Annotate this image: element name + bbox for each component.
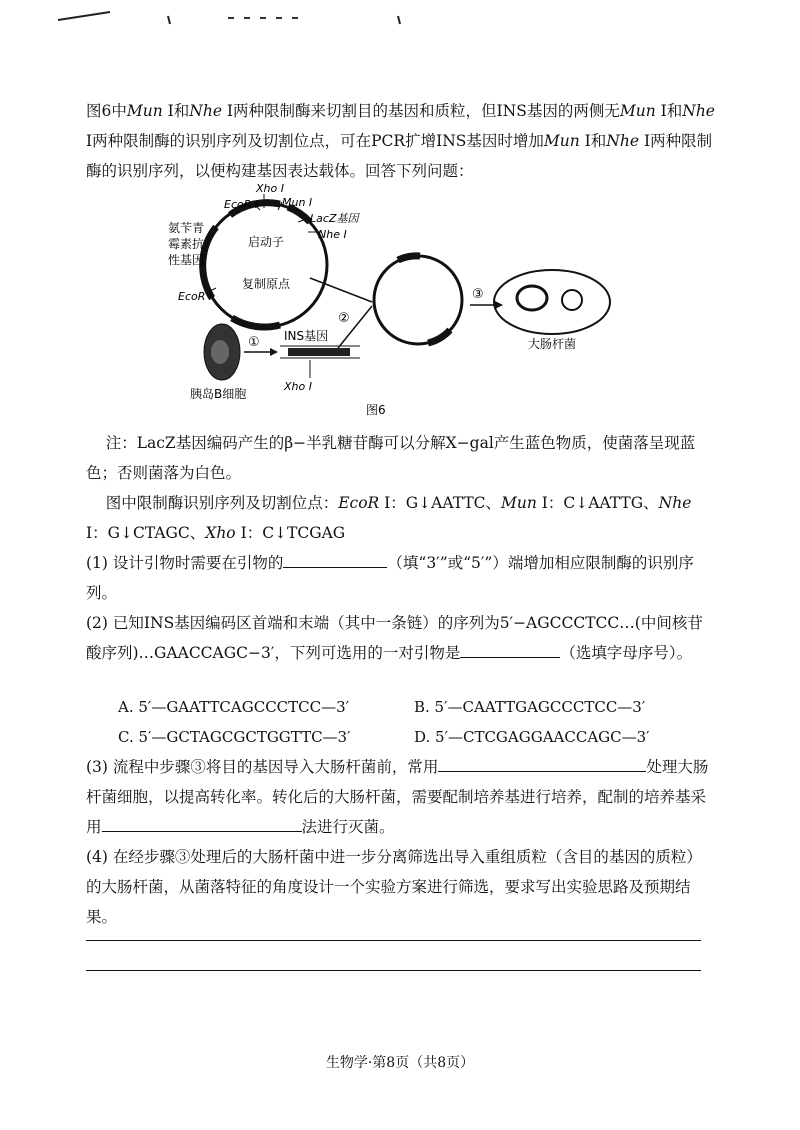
label-resistance: 氨苄青 <box>168 221 205 235</box>
intro-paragraph: 图6中Mun Ⅰ和Nhe Ⅰ两种限制酶来切割目的基因和质粒，但INS基因的两侧无Mun Ⅰ和Nhe Ⅰ两种限制酶的识别序列及切割位点，可在PCR扩增INS基因时增加Mun Ⅰ和Nhe Ⅰ两种限制酶的识别序列，以便构建基因表达载体。回答下列问题： <box>86 102 715 180</box>
label-ins: INS基因 <box>284 329 329 343</box>
page-footer: 生物学·第8页（共8页） <box>325 1055 475 1071</box>
q3-answer-blank-2[interactable] <box>102 813 302 832</box>
label-nhe: Nhe Ⅰ <box>318 228 347 241</box>
step-1-label: ① <box>248 335 260 350</box>
question-1: (1) 设计引物时需要在引物的 （填“3′”或“5′”）端增加相应限制酶的识别序列。 <box>86 548 716 608</box>
label-ecor-left: EcoR Ⅰ <box>178 290 213 303</box>
label-xho-top: Xho Ⅰ <box>256 182 284 195</box>
answer-line-2[interactable] <box>86 970 701 971</box>
label-lacz: LacZ基因 <box>310 212 359 225</box>
label-resistance-3: 性基因 <box>168 253 205 267</box>
cell-nucleus <box>211 340 229 364</box>
q3-answer-blank-1[interactable] <box>438 753 646 772</box>
lacz-segment <box>288 207 310 222</box>
question-2: (2) 已知INS基因编码区首端和末端（其中一条链）的序列为5′−AGCCCTCC…(中间核苷酸序列)…GAACCAGC−3′，下列可选用的一对引物是 （选填字母序号）。 <box>86 614 703 662</box>
answer-line-1[interactable] <box>86 940 701 941</box>
option-a: A. 5′—GAATTCAGCCCTCC—3′ <box>118 698 350 716</box>
ins-gene-block <box>288 348 350 356</box>
label-ecor-top: EcoR Ⅰ <box>224 198 259 211</box>
bacterium-plasmid <box>562 290 582 310</box>
label-bacteria: 大肠杆菌 <box>528 337 577 351</box>
bacterium-chromosome <box>517 286 547 310</box>
step-2-label: ② <box>338 311 350 326</box>
label-cell: 胰岛B细胞 <box>190 387 247 401</box>
step-3-label: ③ <box>472 287 484 302</box>
scan-artifacts <box>0 0 800 40</box>
option-d: D. 5′—CTCGAGGAACCAGC—3′ <box>414 728 650 746</box>
option-c: C. 5′—GCTAGCGCTGGTTC—3′ <box>118 728 351 746</box>
label-resistance-2: 霉素抗 <box>168 237 205 251</box>
recombinant-origin <box>428 330 450 343</box>
option-b: B. 5′—CAATTGAGCCCTCC—3′ <box>414 698 646 716</box>
q1-answer-blank[interactable] <box>283 549 387 568</box>
question-3: (3) 流程中步骤③将目的基因导入大肠杆菌前，常用 处理大肠杆菌细胞，以提高转化率。转化后的大肠杆菌，需要配制培养基进行培养，配制的培养基采用 法进行灭菌。 <box>86 752 716 842</box>
figure-6 <box>160 180 640 420</box>
bacterium <box>494 270 610 334</box>
label-xho-bottom: Xho Ⅰ <box>284 380 312 393</box>
note-paragraph: 注：LacZ基因编码产生的β−半乳糖苷酶可以分解X−gal产生蓝色物质，使菌落呈现蓝色；否则菌落为白色。 <box>86 434 696 482</box>
recombinant-insert <box>398 256 420 260</box>
question-4: (4) 在经步骤③处理后的大肠杆菌中进一步分离筛选出导入重组质粒（含目的基因的质粒）的大肠杆菌，从菌落特征的角度设计一个实验方案进行筛选，要求写出实验思路及预期结果。 <box>86 848 702 926</box>
enzyme-list: 图中限制酶识别序列及切割位点：EcoR Ⅰ：G↓AATTC、Mun Ⅰ：C↓AATTG、Nhe Ⅰ：G↓CTAGC、Xho Ⅰ：C↓TCGAG <box>86 494 692 542</box>
label-origin: 复制原点 <box>242 277 291 291</box>
origin-segment <box>232 318 280 327</box>
figure-caption: 图6 <box>366 403 386 417</box>
q2-answer-blank[interactable] <box>460 639 560 658</box>
resistance-segment <box>203 227 216 298</box>
label-mun: Mun Ⅰ <box>282 196 313 209</box>
label-promoter: 启动子 <box>248 235 285 249</box>
